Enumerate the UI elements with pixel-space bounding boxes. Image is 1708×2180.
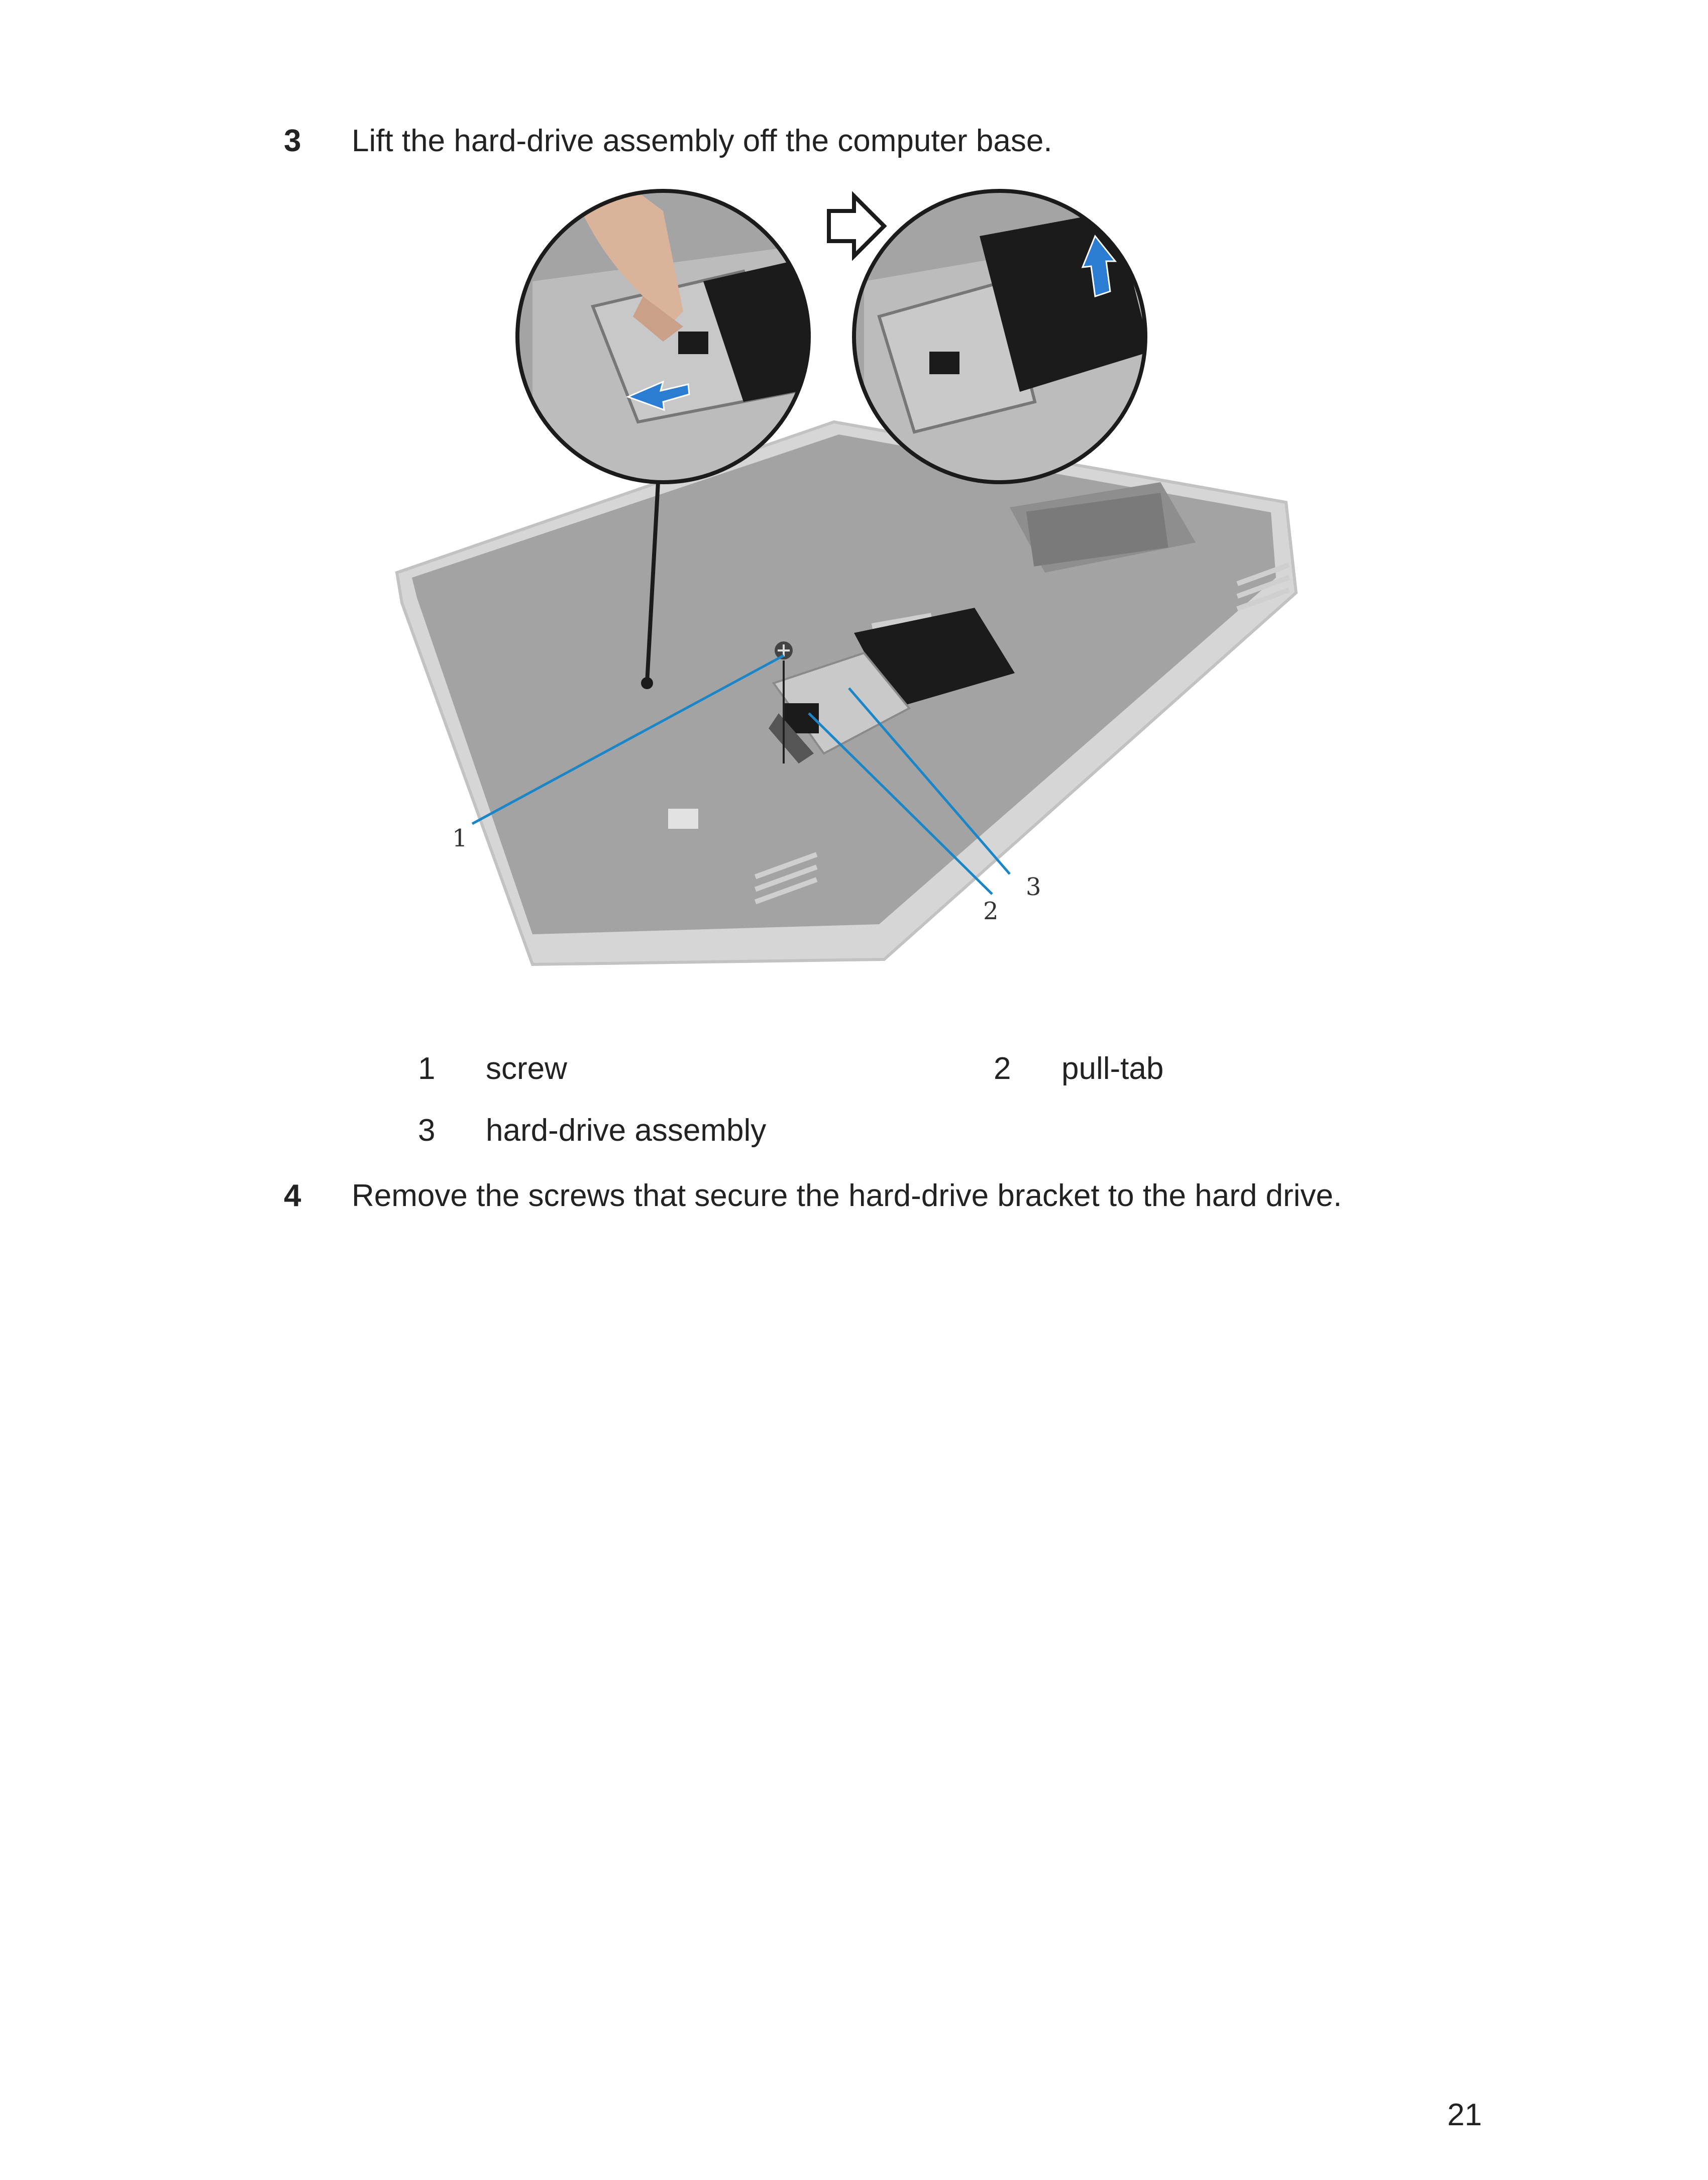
- page-number: 21: [1447, 2098, 1482, 2132]
- zoom-circle-lift: [854, 191, 1155, 482]
- step-3: [284, 123, 1052, 159]
- hard-drive-removal-illustration: [382, 181, 1336, 995]
- legend-number: 2: [994, 1051, 1011, 1086]
- legend-number: 1: [418, 1051, 436, 1086]
- step-number: 3: [284, 124, 301, 158]
- callout-2: 2: [983, 897, 999, 925]
- legend-item: [418, 1113, 766, 1148]
- step-number: 4: [284, 1178, 301, 1213]
- step-4: [284, 1178, 1342, 1214]
- next-step-arrow-icon: [829, 196, 884, 256]
- callout-3: 3: [1026, 873, 1041, 901]
- legend-label: screw: [486, 1051, 567, 1086]
- legend-label: hard-drive assembly: [486, 1113, 767, 1148]
- callout-1: 1: [452, 824, 468, 852]
- legend-label: pull-tab: [1061, 1051, 1164, 1086]
- step-text: Remove the screws that secure the hard-drive bracket to the hard drive.: [352, 1178, 1342, 1213]
- legend-number: 3: [418, 1113, 436, 1148]
- legend-item: [994, 1051, 1163, 1086]
- step-text: Lift the hard-drive assembly off the computer base.: [352, 124, 1052, 158]
- legend-item: [418, 1051, 567, 1086]
